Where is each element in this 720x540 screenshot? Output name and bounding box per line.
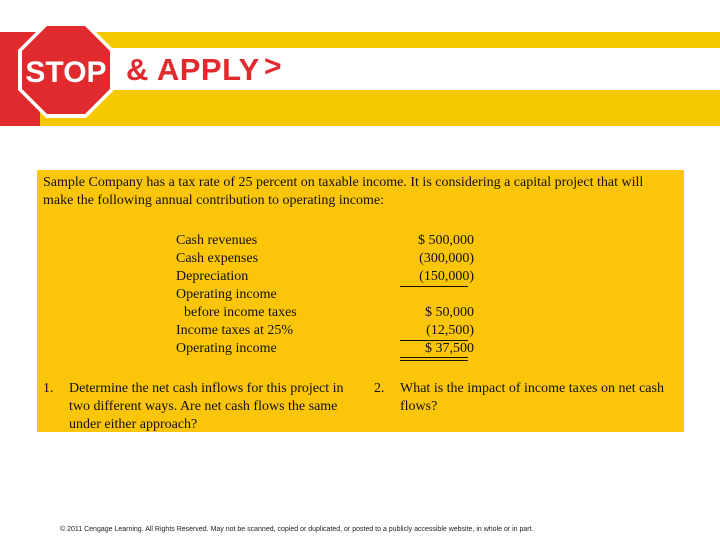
- row-label-operating-income-net: Operating income: [176, 341, 277, 356]
- problem-intro: Sample Company has a tax rate of 25 percent on taxable income. It is considering a capital project that will make the following annual contribution to operating income:: [43, 175, 644, 208]
- apply-label: & APPLY: [126, 52, 260, 87]
- copyright-footer: © 2011 Cengage Learning. All Rights Reserved. May not be scanned, copied or duplicated, or posted to a publicly accessible website, in whole or in part.: [60, 526, 534, 533]
- stop-label: STOP: [25, 56, 107, 89]
- question-1-number: 1.: [43, 381, 54, 396]
- question-1-text: Determine the net cash inflows for this project in two different ways. Are net cash flows the same under either approach?: [69, 381, 344, 432]
- double-rule-bottom: [400, 360, 468, 361]
- row-amount-cash-revenues: $ 500,000: [418, 233, 474, 248]
- row-label-depreciation: Depreciation: [176, 269, 249, 284]
- row-amount-depreciation: (150,000): [419, 269, 474, 284]
- problem-card: [37, 170, 684, 432]
- double-rule-top: [400, 357, 468, 358]
- chevron-right-icon: >: [264, 50, 282, 83]
- row-label-before-taxes: before income taxes: [184, 305, 297, 320]
- row-label-income-taxes: Income taxes at 25%: [176, 323, 294, 338]
- stop-sign-icon: [16, 20, 116, 120]
- row-amount-income-taxes: (12,500): [426, 323, 474, 338]
- row-label-cash-revenues: Cash revenues: [176, 233, 258, 248]
- row-amount-cash-expenses: (300,000): [419, 251, 474, 266]
- question-2-text: What is the impact of income taxes on net cash flows?: [400, 381, 664, 414]
- subtotal-rule: [400, 286, 468, 287]
- question-2-number: 2.: [374, 381, 385, 396]
- row-label-operating-income: Operating income: [176, 287, 277, 302]
- row-amount-before-taxes: $ 50,000: [425, 305, 474, 320]
- row-amount-operating-income-net: $ 37,500: [425, 341, 474, 356]
- row-label-cash-expenses: Cash expenses: [176, 251, 259, 266]
